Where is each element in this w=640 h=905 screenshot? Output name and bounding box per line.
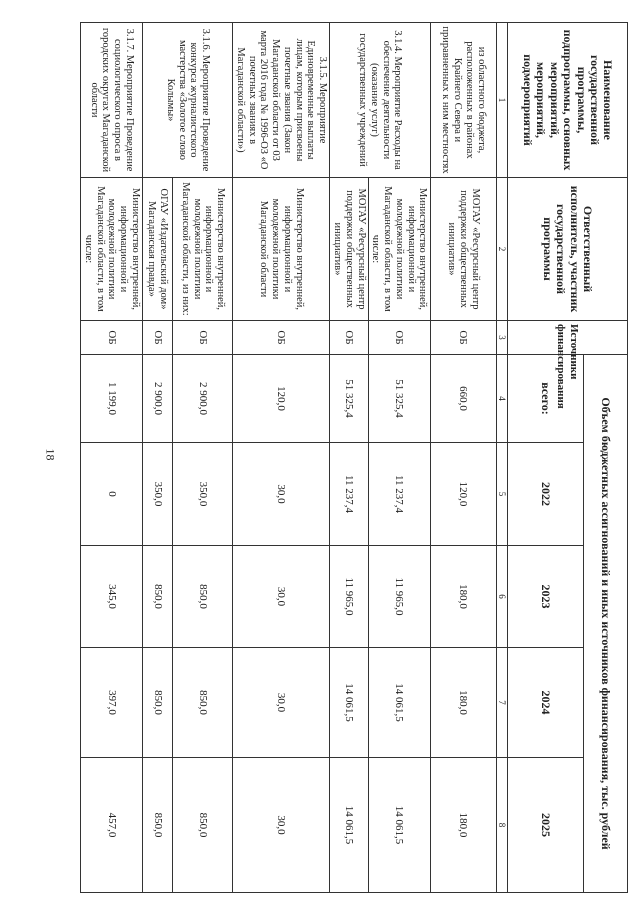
row-2022: 11 237,4 — [330, 443, 368, 546]
row-2025: 850,0 — [142, 758, 172, 893]
row-source: ОБ — [172, 321, 232, 355]
row-2024: 850,0 — [142, 648, 172, 758]
row-2022: 30,0 — [233, 443, 330, 546]
row-2024: 397,0 — [81, 648, 143, 758]
row-source: ОБ — [142, 321, 172, 355]
row-2024: 14 061,5 — [368, 648, 430, 758]
financing-table — [80, 22, 628, 893]
row-2024: 180,0 — [430, 648, 496, 758]
column-number: 8 — [496, 758, 507, 893]
column-number: 4 — [496, 355, 507, 443]
row-total: 2 900,0 — [142, 355, 172, 443]
row-executor: МОГАУ «Ресурсный центр поддержки общественных инициатив» — [430, 178, 496, 321]
table-row — [172, 23, 232, 893]
column-number: 3 — [496, 321, 507, 355]
row-2024: 14 061,5 — [330, 648, 368, 758]
row-name: 3.1.6. Мероприятие Проведение конкурса журналистского мастерства «Золотое слово Колымы» — [142, 23, 232, 178]
column-number: 1 — [496, 23, 507, 178]
page-content — [80, 22, 628, 892]
row-executor: ОГАУ «Издательский дом» Магаданская правда» — [142, 178, 172, 321]
row-name: 3.1.4. Мероприятие Расходы на обеспечение деятельности (оказание услуг) государственных учреждений — [330, 23, 430, 178]
row-source: ОБ — [368, 321, 430, 355]
column-number: 2 — [496, 178, 507, 321]
row-source: ОБ — [233, 321, 330, 355]
header-total: всего: — [507, 355, 583, 443]
header-2025: 2025 — [507, 758, 583, 893]
column-number: 5 — [496, 443, 507, 546]
row-total: 1 199,0 — [81, 355, 143, 443]
header-2023: 2023 — [507, 546, 583, 648]
page-number: 18 — [43, 448, 58, 461]
row-2022: 11 237,4 — [368, 443, 430, 546]
row-2023: 345,0 — [81, 546, 143, 648]
header-row — [583, 23, 627, 893]
row-2023: 11 965,0 — [330, 546, 368, 648]
row-2024: 850,0 — [172, 648, 232, 758]
row-total: 120,0 — [233, 355, 330, 443]
row-executor: МОГАУ «Ресурсный центр поддержки общественных инициатив» — [330, 178, 368, 321]
row-2023: 30,0 — [233, 546, 330, 648]
column-number-row — [496, 23, 507, 893]
row-source: ОБ — [330, 321, 368, 355]
row-executor: Министерство внутренней, информационной и молодежной политики Магаданской области — [233, 178, 330, 321]
row-2023: 11 965,0 — [368, 546, 430, 648]
row-total: 51 325,4 — [368, 355, 430, 443]
header-2022: 2022 — [507, 443, 583, 546]
row-executor: Министерство внутренней, информационной и молодежной политики Магаданской области, в том числе: — [81, 178, 143, 321]
rotated-table-wrapper — [80, 22, 628, 892]
table-row — [81, 23, 143, 893]
header-name: Наименование государственной программы, подпрограммы, основных мероприятий, мероприятий, подмероприятий — [507, 23, 627, 178]
column-number: 6 — [496, 546, 507, 648]
row-2022: 120,0 — [430, 443, 496, 546]
column-number: 7 — [496, 648, 507, 758]
row-2022: 350,0 — [142, 443, 172, 546]
header-funding: Объем бюджетных ассигнований и иных источников финансирования, тыс. рублей — [583, 355, 627, 893]
table-row — [430, 23, 496, 893]
table-row — [368, 23, 430, 893]
table-row — [233, 23, 330, 893]
row-total: 51 325,4 — [330, 355, 368, 443]
row-name: 3.1.5. Мероприятие Единовременные выплаты лицам, которым присвоены почетные звания (Закон Магаданской области от 03 марта 2016 года № 1996-ОЗ «О почетных званиях в Магаданской области») — [233, 23, 330, 178]
row-2025: 850,0 — [172, 758, 232, 893]
row-total: 660,0 — [430, 355, 496, 443]
row-name: из областного бюджета, расположенных в районах Крайнего Севера и приравненных к ним местностях — [430, 23, 496, 178]
header-executor: Ответственный исполнитель, участник государственной программы — [507, 178, 627, 321]
row-2025: 14 061,5 — [330, 758, 368, 893]
row-2023: 850,0 — [172, 546, 232, 648]
row-2022: 350,0 — [172, 443, 232, 546]
row-executor: Министерство внутренней, информационной и молодежной политики Магаданской области, в том числе: — [368, 178, 430, 321]
row-name: 3.1.7. Мероприятие Проведение социологического опроса в городских округах Магаданской области — [81, 23, 143, 178]
row-executor: Министерство внутренней, информационной и молодежной политики Магаданской области, из них: — [172, 178, 232, 321]
row-2025: 457,0 — [81, 758, 143, 893]
header-source: Источники финансирования — [507, 321, 627, 355]
header-2024: 2024 — [507, 648, 583, 758]
row-source: ОБ — [430, 321, 496, 355]
row-2022: 0 — [81, 443, 143, 546]
row-2023: 850,0 — [142, 546, 172, 648]
row-2024: 30,0 — [233, 648, 330, 758]
row-2025: 30,0 — [233, 758, 330, 893]
row-source: ОБ — [81, 321, 143, 355]
row-2025: 14 061,5 — [368, 758, 430, 893]
row-2025: 180,0 — [430, 758, 496, 893]
row-total: 2 900,0 — [172, 355, 232, 443]
row-2023: 180,0 — [430, 546, 496, 648]
